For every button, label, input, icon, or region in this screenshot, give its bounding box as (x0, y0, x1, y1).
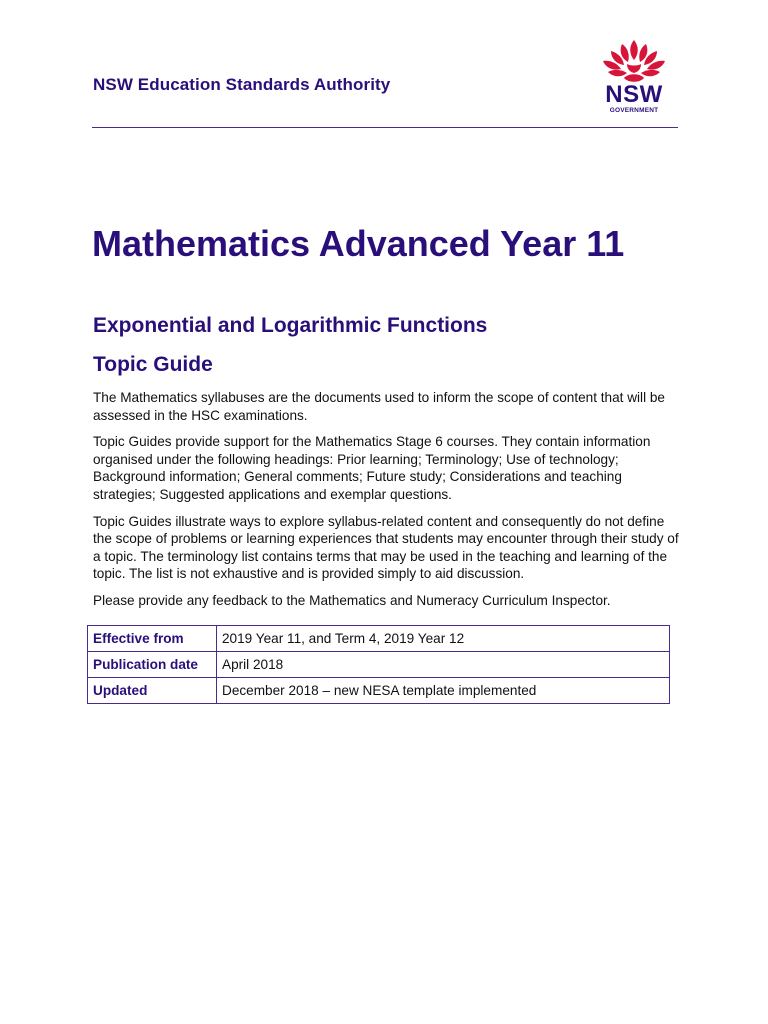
row-value: April 2018 (217, 652, 670, 678)
row-label: Updated (88, 678, 217, 704)
table-row (88, 652, 670, 678)
table-row (88, 626, 670, 652)
intro-text (93, 389, 683, 619)
document-type-heading: Topic Guide (93, 353, 213, 376)
logo-subtext: GOVERNMENT (609, 107, 659, 114)
table-row (88, 678, 670, 704)
nsw-government-logo (598, 38, 670, 120)
logo-wordmark: NSW (605, 81, 663, 108)
intro-paragraph: Please provide any feedback to the Mathematics and Numeracy Curriculum Inspector. (93, 592, 611, 608)
row-value: December 2018 – new NESA template implemented (217, 678, 670, 704)
organisation-name: NSW Education Standards Authority (93, 75, 391, 94)
row-label: Publication date (88, 652, 217, 678)
document-info-table (87, 625, 670, 704)
intro-paragraph: Topic Guides illustrate ways to explore syllabus-related content and consequently do not define the scope of problems or learning experiences that students may encounter through their study of a topic. The terminology list contains terms that may be used in the teaching and learning of the topic. The list is not exhaustive and is provided simply to aid discussion. (93, 513, 679, 582)
intro-paragraph: Topic Guides provide support for the Mathematics Stage 6 courses. They contain information organised under the following headings: Prior learning; Terminology; Use of technology; Background information; General comments; Future study; Considerations and teaching strategies; Suggested applications and exemplar questions. (93, 434, 651, 502)
topic-subtitle: Exponential and Logarithmic Functions (93, 314, 488, 337)
row-label: Effective from (88, 626, 217, 652)
intro-paragraph: The Mathematics syllabuses are the documents used to inform the scope of content that will be assessed in the HSC examinations. (93, 390, 665, 423)
row-value: 2019 Year 11, and Term 4, 2019 Year 12 (217, 626, 670, 652)
header-divider (92, 127, 678, 128)
page-title: Mathematics Advanced Year 11 (92, 223, 625, 264)
